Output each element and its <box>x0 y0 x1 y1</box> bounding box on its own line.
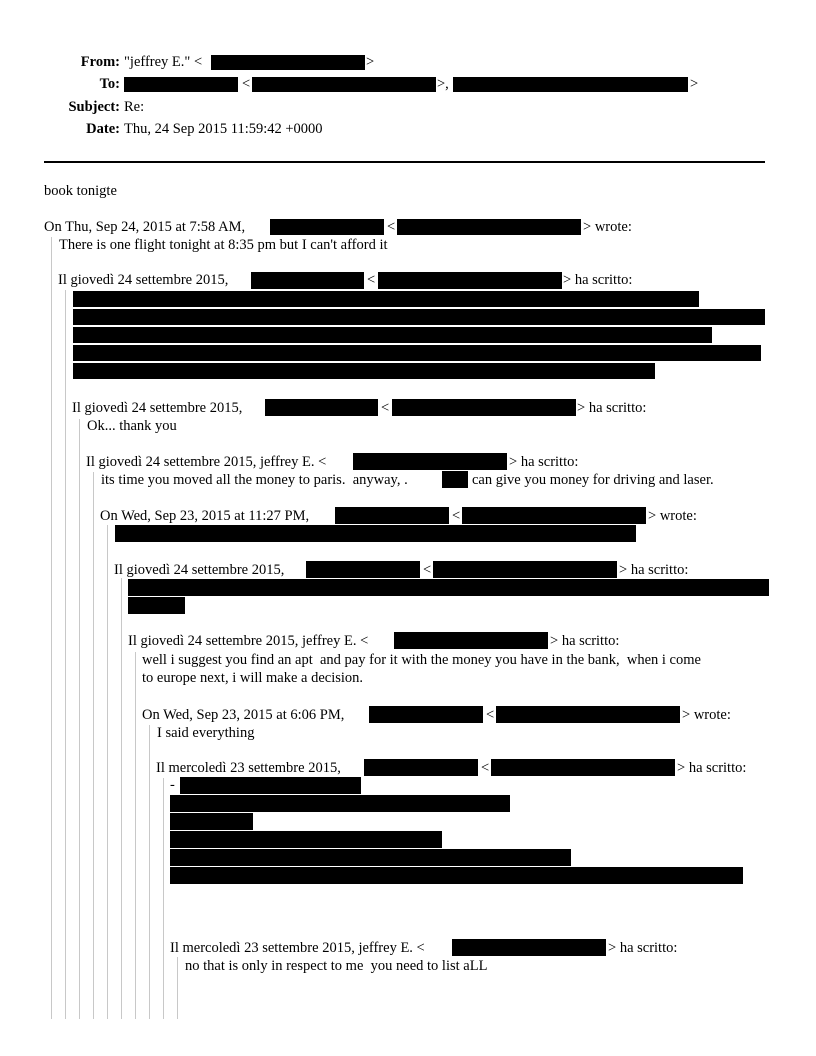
quote-bar <box>177 957 178 1019</box>
redacted-name <box>335 507 449 524</box>
wrote-label: ha scritto: <box>630 562 689 578</box>
redacted-line <box>128 597 185 614</box>
quote-text: can give you money for driving and laser. <box>472 472 714 488</box>
quote-attribution: Il giovedì 24 settembre 2015, jeffrey E. < <box>86 454 327 470</box>
reply-text: book tonigte <box>44 183 117 199</box>
bracket: > <box>563 272 572 288</box>
redacted-email <box>211 55 365 70</box>
from-label: From: <box>80 54 120 70</box>
redacted-line <box>128 579 769 596</box>
bracket: > <box>583 219 592 235</box>
quote-bar <box>135 652 136 1019</box>
to-sep: >, <box>437 76 449 92</box>
quote-attribution: Il mercoledì 23 settembre 2015, <box>156 760 341 776</box>
bracket: < <box>452 508 461 524</box>
redacted-email <box>433 561 617 578</box>
bracket: > <box>648 508 657 524</box>
redacted-line <box>170 867 743 884</box>
quote-attribution-tail <box>563 272 632 289</box>
bracket: > <box>577 400 586 416</box>
date-label: Date: <box>86 121 120 137</box>
quote-bar <box>79 419 80 1019</box>
subject-label: Subject: <box>68 99 120 115</box>
quote-text: Ok... thank you <box>87 418 177 434</box>
wrote-label: wrote: <box>659 508 697 524</box>
quote-attribution-tail <box>677 760 746 777</box>
wrote-label: ha scritto: <box>561 633 620 649</box>
redacted-line <box>73 309 765 325</box>
bracket: < <box>486 707 495 723</box>
quote-text: its time you moved all the money to paris. anyway, . <box>101 472 408 488</box>
redacted-name <box>364 759 478 776</box>
redacted-line <box>73 363 655 379</box>
redacted-email <box>453 77 688 92</box>
quote-attribution-tail <box>648 508 697 525</box>
redacted-line <box>73 345 761 361</box>
wrote-label: wrote: <box>594 219 632 235</box>
redacted-email <box>496 706 680 723</box>
bracket: < <box>381 400 390 416</box>
quote-attribution: Il giovedì 24 settembre 2015, <box>58 272 229 288</box>
quote-attribution: Il giovedì 24 settembre 2015, <box>114 562 285 578</box>
redacted-name <box>270 219 384 235</box>
quote-attribution-tail <box>619 562 688 579</box>
bracket: < <box>481 760 490 776</box>
redacted-email <box>462 507 646 524</box>
quote-attribution-tail <box>509 454 578 471</box>
redacted-email <box>397 219 581 235</box>
date-value: Thu, 24 Sep 2015 11:59:42 +0000 <box>124 121 323 137</box>
wrote-label: ha scritto: <box>588 400 647 416</box>
wrote-label: ha scritto: <box>619 940 678 956</box>
redacted-line <box>115 525 636 542</box>
to-label: To: <box>99 76 120 92</box>
bracket: > <box>682 707 691 723</box>
quote-attribution: Il mercoledì 23 settembre 2015, jeffrey E. < <box>170 940 425 956</box>
bracket: > <box>608 940 617 956</box>
redacted-name <box>251 272 364 289</box>
to-close: > <box>690 76 699 92</box>
quote-attribution: On Wed, Sep 23, 2015 at 11:27 PM, <box>100 508 310 524</box>
redacted-name <box>265 399 378 416</box>
redacted-name <box>306 561 420 578</box>
header-divider <box>44 161 765 163</box>
bracket: < <box>423 562 432 578</box>
redacted-line <box>180 777 361 794</box>
quote-text: There is one flight tonight at 8:35 pm but I can't afford it <box>59 237 388 253</box>
quote-bar <box>107 525 108 1019</box>
bracket: < <box>387 219 396 235</box>
quote-bar <box>121 578 122 1019</box>
from-value: "jeffrey E." < <box>124 54 203 70</box>
wrote-label: ha scritto: <box>688 760 747 776</box>
redacted-email <box>394 632 548 649</box>
redacted-line <box>170 795 510 812</box>
redacted-line <box>170 849 571 866</box>
quote-dash: - <box>170 777 175 793</box>
quote-text: well i suggest you find an apt and pay for it with the money you have in the bank, when i come <box>142 652 701 668</box>
redacted-email <box>392 399 576 416</box>
quote-bar <box>93 472 94 1019</box>
quote-attribution: On Thu, Sep 24, 2015 at 7:58 AM, <box>44 219 246 235</box>
quote-attribution-tail <box>550 633 619 650</box>
redacted-line <box>73 291 699 307</box>
wrote-label: ha scritto: <box>574 272 633 288</box>
redacted-line <box>170 831 442 848</box>
quote-bar <box>51 237 52 1019</box>
quote-attribution-tail <box>682 707 731 724</box>
quote-attribution-tail <box>608 940 677 957</box>
redacted-email <box>452 939 606 956</box>
from-close: > <box>366 54 375 70</box>
quote-bar <box>149 725 150 1019</box>
quote-bar <box>65 290 66 1019</box>
quote-text: I said everything <box>157 725 255 741</box>
quote-attribution: On Wed, Sep 23, 2015 at 6:06 PM, <box>142 707 345 723</box>
quote-text: no that is only in respect to me you need to list aLL <box>185 958 488 974</box>
subject-value: Re: <box>124 99 145 115</box>
redacted-name <box>442 471 468 488</box>
bracket: > <box>509 454 518 470</box>
redacted-email <box>252 77 436 92</box>
wrote-label: wrote: <box>693 707 731 723</box>
redacted-email <box>353 453 507 470</box>
redacted-email <box>378 272 562 289</box>
quote-bar <box>163 778 164 1019</box>
bracket: < <box>367 272 376 288</box>
quote-attribution: Il giovedì 24 settembre 2015, jeffrey E. < <box>128 633 369 649</box>
bracket: > <box>550 633 559 649</box>
quote-attribution: Il giovedì 24 settembre 2015, <box>72 400 243 416</box>
redacted-line <box>73 327 712 343</box>
redacted-email <box>491 759 675 776</box>
redacted-line <box>170 813 253 830</box>
redacted-name <box>124 77 238 92</box>
quote-text: to europe next, i will make a decision. <box>142 670 364 686</box>
to-open: < <box>242 76 251 92</box>
redacted-name <box>369 706 483 723</box>
quote-attribution-tail <box>583 219 632 236</box>
wrote-label: ha scritto: <box>520 454 579 470</box>
bracket: > <box>677 760 686 776</box>
bracket: > <box>619 562 628 578</box>
quote-attribution-tail <box>577 400 646 417</box>
